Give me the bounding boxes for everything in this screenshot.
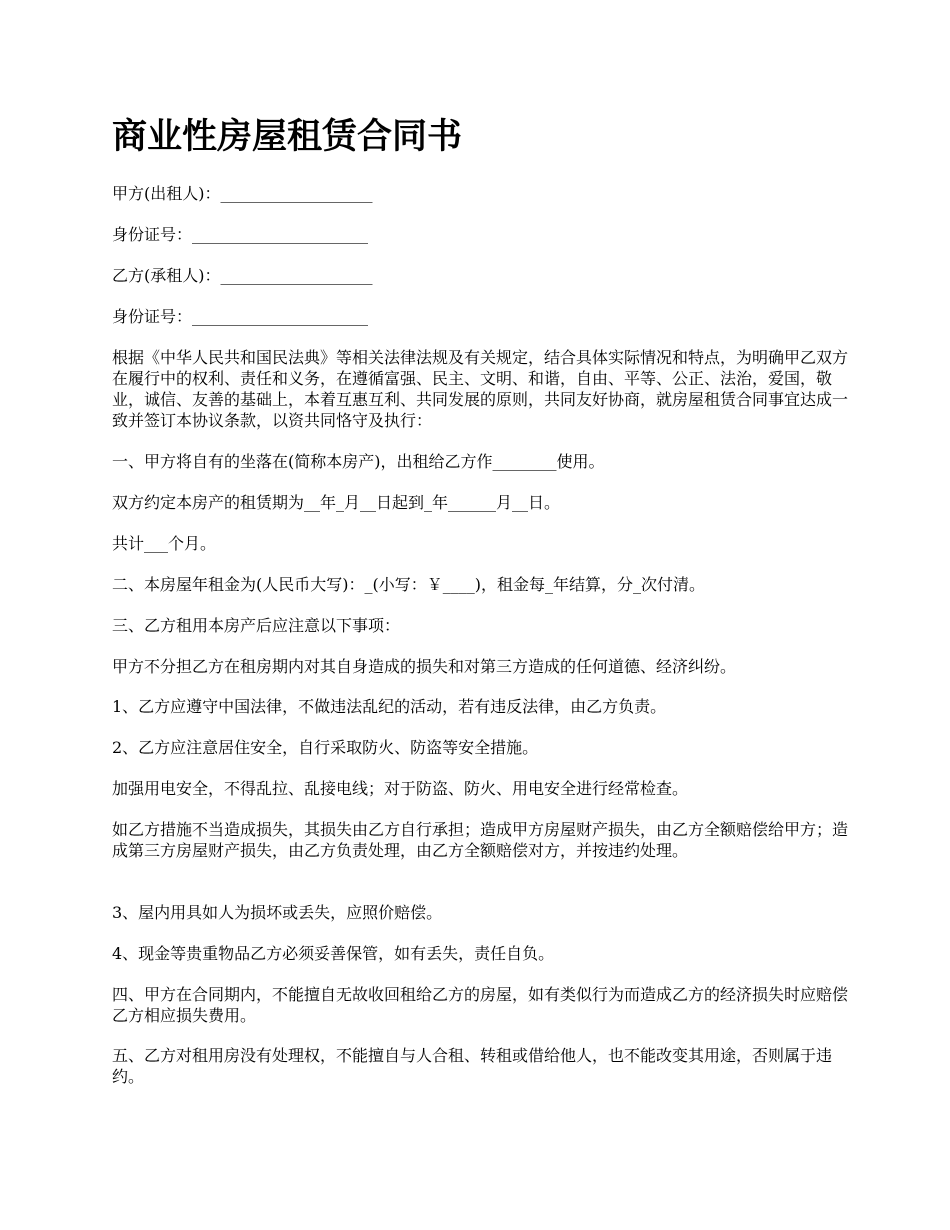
clause-4-paragraph: 四、甲方在合同期内，不能擅自无故收回租给乙方的房屋，如有类似行为而造成乙方的经济损失时应赔偿乙方相应损失费用。 <box>112 985 849 1025</box>
item-3: 3、屋内用具如人为损坏或丢失，应照价赔偿。 <box>112 903 443 922</box>
item-2: 2、乙方应注意居住安全，自行采取防火、防盗等安全措施。 <box>112 738 539 757</box>
item-1: 1、乙方应遵守中国法律，不做违法乱纪的活动，若有违反法律，由乙方负责。 <box>112 697 667 716</box>
clause-5-paragraph: 五、乙方对租用房没有处理权，不能擅自与人合租、转租或借给他人，也不能改变其用途，否则属于违约。 <box>112 1046 833 1086</box>
total-months-line: 共计___个月。 <box>112 534 217 553</box>
party-a-line: 甲方(出租人)：___________________ <box>112 184 373 203</box>
party-b-line: 乙方(承租人)：___________________ <box>112 266 373 285</box>
item-2-electric-safety: 加强用电安全，不得乱拉、乱接电线；对于防盗、防火、用电安全进行经常检查。 <box>112 779 689 798</box>
clause-2-rent: 二、本房屋年租金为(人民币大写)：_(小写：￥____)，租金每_年结算，分_次付清。 <box>112 575 705 594</box>
party-a-id-line: 身份证号：______________________ <box>112 225 369 244</box>
lease-term-line: 双方约定本房产的租赁期为__年_月__日起到_年______月__日。 <box>112 493 561 512</box>
document-title: 商业性房屋租赁合同书 <box>112 116 463 157</box>
clause-1: 一、甲方将自有的坐落在(简称本房产)，出租给乙方作________使用。 <box>112 452 605 471</box>
party-b-id-line: 身份证号：______________________ <box>112 307 369 326</box>
item-4: 4、现金等贵重物品乙方必须妥善保管，如有丢失，责任自负。 <box>112 944 555 963</box>
clause-3-note: 甲方不分担乙方在租房期内对其自身造成的损失和对第三方造成的任何道德、经济纠纷。 <box>112 657 737 676</box>
preamble-paragraph: 根据《中华人民共和国民法典》等相关法律法规及有关规定，结合具体实际情况和特点，为明确甲乙双方在履行中的权利、责任和义务，在遵循富强、民主、文明、和谐，自由、平等、公正、法治，爱国，敬业，诚信、友善的基础上，本着互惠互利、共同发展的原则，共同友好协商，就房屋租赁合同事宜达成一致并签订本协议条款，以资共同恪守及执行： <box>112 348 849 430</box>
clause-3-heading: 三、乙方租用本房产后应注意以下事项： <box>112 616 401 635</box>
item-2-liability-paragraph: 如乙方措施不当造成损失，其损失由乙方自行承担；造成甲方房屋财产损失，由乙方全额赔偿给甲方；造成第三方房屋财产损失，由乙方负责处理，由乙方全额赔偿对方，并按违约处理。 <box>112 820 849 860</box>
